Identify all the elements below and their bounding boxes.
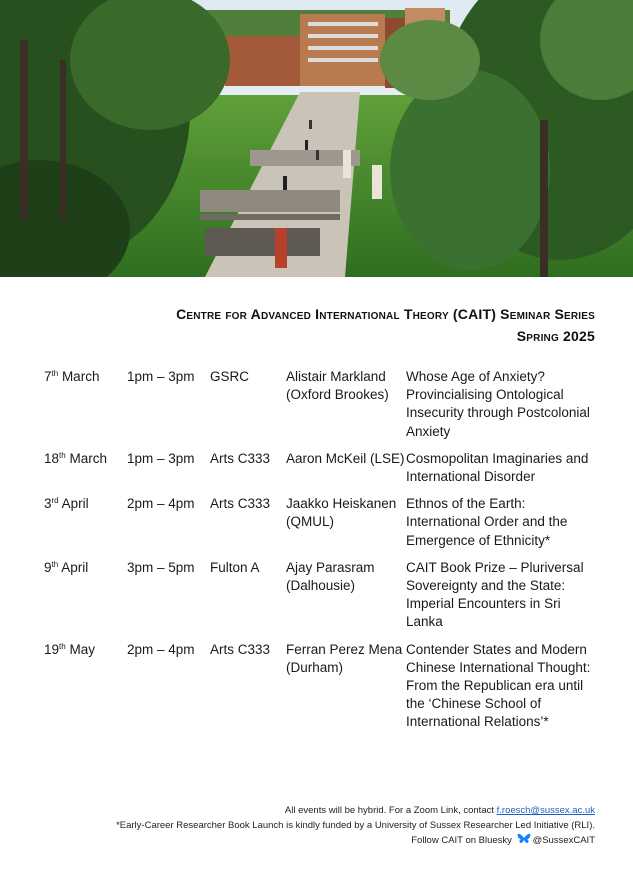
butterfly-icon (517, 833, 531, 850)
session-time: 2pm – 4pm (127, 641, 195, 657)
session-speaker: Ferran Perez Mena (Durham) (286, 641, 403, 675)
session-room: Arts C333 (210, 496, 271, 512)
seminar-schedule (44, 368, 604, 741)
session-title: Contender States and Modern Chinese International Thought: From the Republican era until the ‘Chinese School of International Relations’* (406, 641, 591, 730)
footer-notes (116, 803, 595, 850)
bluesky-handle-link[interactable]: @SussexCAIT (532, 835, 595, 846)
session-speaker: Jaakko Heiskanen (QMUL) (286, 496, 397, 530)
session-time: 2pm – 4pm (127, 496, 195, 512)
session-room: GSRC (210, 369, 250, 384)
session-date: 3rd April (44, 496, 89, 512)
campus-photo-illustration (0, 0, 633, 277)
session-date: 9th April (44, 559, 89, 575)
session-row (44, 495, 604, 550)
session-speaker: Ajay Parasram (Dalhousie) (286, 559, 375, 594)
header-titles (176, 306, 595, 344)
session-time: 1pm – 3pm (127, 450, 195, 466)
session-title: Cosmopolitan Imaginaries and International Disorder (406, 450, 589, 485)
session-date: 18th March (44, 450, 107, 466)
series-title: Centre for Advanced International Theory (CAIT) Seminar Series (176, 306, 595, 322)
session-row (44, 450, 604, 486)
funding-note: *Early-Career Researcher Book Launch is kindly funded by a University of Sussex Researcher Led Initiative (RLI). (116, 820, 595, 831)
session-row (44, 368, 604, 441)
session-time: 3pm – 5pm (127, 559, 195, 575)
session-title: Whose Age of Anxiety? Provincialising Ontological Insecurity through Postcolonial Anxiety (406, 369, 590, 439)
contact-email-link[interactable]: f.roesch@sussex.ac.uk (496, 805, 595, 816)
session-title: Ethnos of the Earth: International Order and the Emergence of Ethnicity* (406, 496, 568, 548)
session-date: 19th May (44, 641, 95, 657)
session-date: 7th March (44, 369, 100, 384)
hybrid-note: All events will be hybrid. For a Zoom Link, contact f.roesch@sussex.ac.uk (284, 805, 595, 816)
session-title: CAIT Book Prize – Pluriversal Sovereignty and the State: Imperial Encounters in Sri Lanka (406, 559, 584, 630)
session-row (44, 641, 604, 732)
session-room: Fulton A (210, 559, 260, 575)
session-room: Arts C333 (210, 641, 271, 657)
campus-photo (0, 0, 633, 277)
series-term: Spring 2025 (516, 328, 595, 344)
session-time: 1pm – 3pm (127, 369, 195, 384)
session-room: Arts C333 (210, 450, 271, 466)
session-speaker: Alistair Markland (Oxford Brookes) (286, 369, 389, 403)
session-speaker: Aaron McKeil (LSE) (286, 450, 405, 466)
session-row (44, 559, 604, 632)
bluesky-note: Follow CAIT on Bluesky @SussexCAIT (116, 833, 595, 850)
